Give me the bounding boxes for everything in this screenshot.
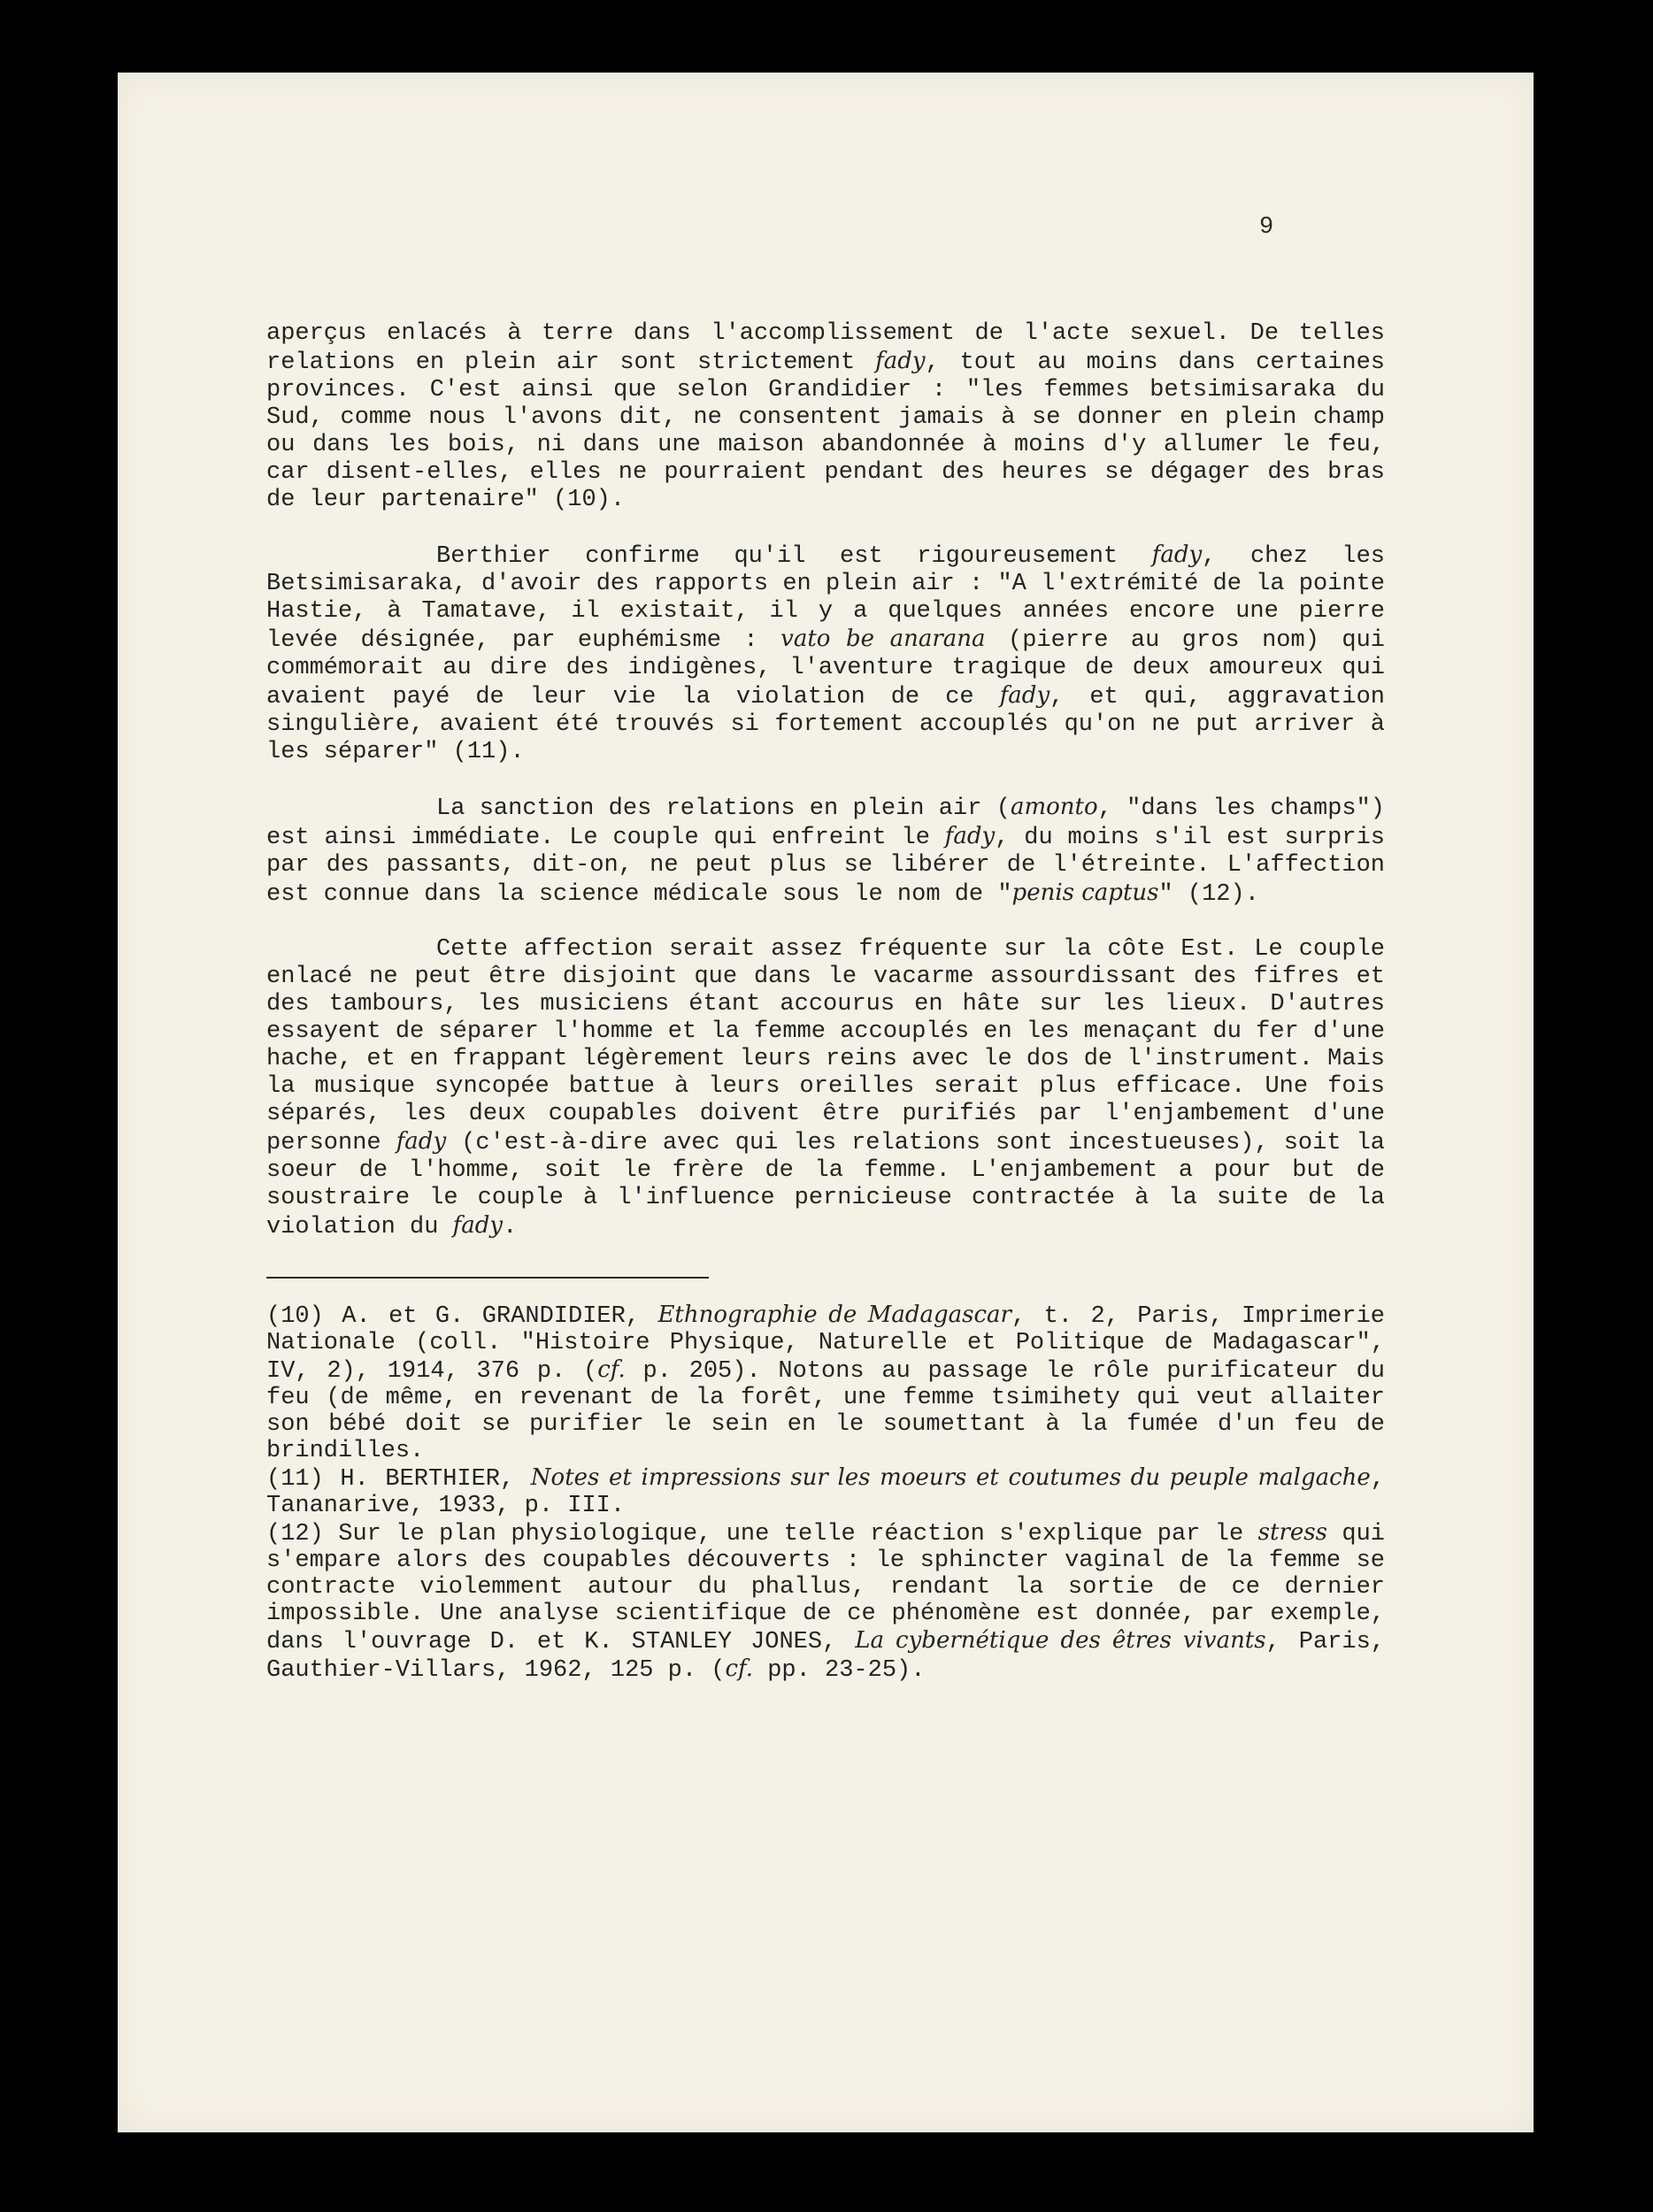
italic-term: stress [1257, 1519, 1327, 1546]
body-text [266, 320, 1385, 1684]
italic-term: cf. [597, 1356, 626, 1383]
paragraph: aperçus enlacés à terre dans l'accomplissement de l'acte sexuel. De telles relations en plein air sont strictement fady, tout au moins dans certaines provinces. C'est ainsi que selon Grandidier : "les femmes betsimisaraka du Sud, comme nous l'avons dit, ne consentent jamais à se donner en plein champ ou dans les bois, ni dans une maison abandonnée à moins d'y allumer le feu, car disent-elles, elles ne pourraient pendant des heures se dégager des bras de leur partenaire" (10). [266, 320, 1385, 513]
italic-term: fady [875, 348, 926, 374]
footnote-separator [266, 1277, 709, 1279]
italic-term: La cybernétique des êtres vivants [855, 1627, 1266, 1654]
italic-term: vato be anarana [780, 626, 986, 652]
paragraph: Berthier confirme qu'il est rigoureusement fady, chez les Betsimisaraka, d'avoir des rapports en plein air : "A l'extrémité de la pointe Hastie, à Tamatave, il existait, il y a quelques années encore une pierre levée désignée, par euphémisme : vato be anarana (pierre au gros nom) qui commémorait au dire des indigènes, l'aventure tragique de deux amoureux qui avaient payé de leur vie la violation de ce fady, et qui, aggravation singulière, avaient été trouvés si fortement accouplés qu'on ne put arriver à les séparer" (11). [266, 541, 1386, 765]
italic-term: penis captus [1011, 879, 1159, 906]
italic-term: fady [396, 1128, 447, 1155]
footnote: (11) H. BERTHIER, Notes et impressions sur les moeurs et coutumes du peuple malgache, Tananarive, 1933, p. III. [266, 1464, 1385, 1519]
footnotes [266, 1302, 1385, 1684]
italic-term: fady [944, 823, 996, 849]
footnote: (12) Sur le plan physiologique, une telle réaction s'explique par le stress qui s'empare alors des coupables découverts : le sphincter vaginal de la femme se contracte violemment autour du phallus, rendant la sortie de ce dernier impossible. Une analyse scientifique de ce phénomène est donnée, par exemple, dans l'ouvrage D. et K. STANLEY JONES, La cybernétique des êtres vivants, Paris, Gauthier-Villars, 1962, 125 p. (cf. pp. 23-25). [266, 1519, 1386, 1684]
paragraph-gap [266, 514, 1385, 541]
paragraph-gap [266, 766, 1385, 794]
italic-term: amonto [1010, 794, 1098, 820]
italic-term: fady [999, 682, 1050, 709]
paragraphs [266, 320, 1385, 1241]
footnote: (10) A. et G. GRANDIDIER, Ethnographie de Madagascar, t. 2, Paris, Imprimerie Nationale (coll. "Histoire Physique, Naturelle et Politique de Madagascar", IV, 2), 1914, 376 p. (cf. p. 205). Notons au passage le rôle purificateur du feu (de même, en revenant de la forêt, une femme tsimihety qui veut allaiter son bébé doit se purifier le sein en le soumettant à la fumée d'un feu de brindilles. [266, 1302, 1385, 1464]
page-number: 9 [1259, 214, 1274, 241]
italic-term: cf. [725, 1655, 754, 1682]
paragraph: Cette affection serait assez fréquente sur la côte Est. Le couple enlacé ne peut être disjoint que dans le vacarme assourdissant des fifres et des tambours, les musiciens étant accourus en hâte sur les lieux. D'autres essayent de séparer l'homme et la femme accouplés en les menaçant du fer d'une hache, et en frappant légèrement leurs reins avec le dos de l'instrument. Mais la musique syncopée battue à leurs oreilles serait plus efficace. Une fois séparés, les deux coupables doivent être purifiés par l'enjambement d'une personne fady (c'est-à-dire avec qui les relations sont incestueuses), soit la soeur de l'homme, soit le frère de la femme. L'enjambement a pour but de soustraire le couple à l'influence pernicieuse contractée à la suite de la violation du fady. [266, 936, 1386, 1240]
italic-term: fady [452, 1212, 504, 1239]
italic-term: Notes et impressions sur les moeurs et coutumes du peuple malgache [530, 1464, 1371, 1491]
italic-term: Ethnographie de Madagascar [657, 1302, 1011, 1328]
italic-term: fady [1151, 541, 1203, 568]
paragraph: La sanction des relations en plein air (amonto, "dans les champs") est ainsi immédiate. Le couple qui enfreint le fady, du moins s'il est surpris par des passants, dit-on, ne peut plus se libérer de l'étreinte. L'affection est connue dans la science médicale sous le nom de "penis captus" (12). [266, 794, 1385, 908]
paragraph-gap [266, 909, 1385, 936]
document-page [118, 73, 1534, 2132]
